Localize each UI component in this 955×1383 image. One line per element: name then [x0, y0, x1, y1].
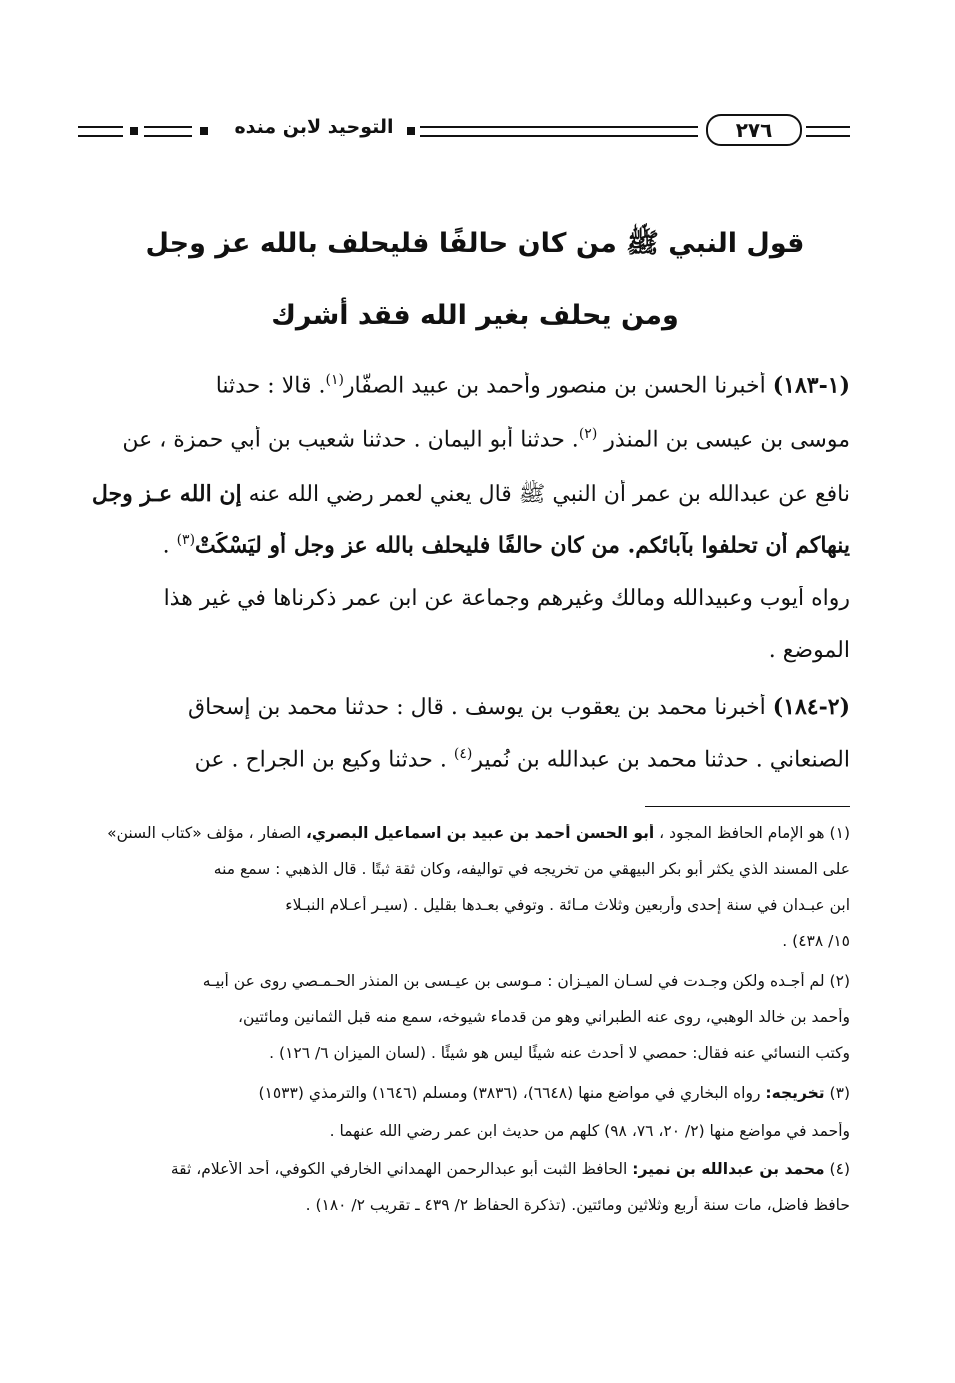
text: الحافظ الثبت أبو عبدالرحمن الهمداني الخارفي الكوفي، أحد الأعلام، ثقة — [170, 1160, 628, 1178]
text-line — [84, 972, 850, 990]
text: نافع عن عبدالله بن عمر أن النبي ﷺ قال يعني لعمر رضي الله عنه — [248, 482, 850, 507]
text-line: رواه أيوب وعبيدالله ومالك وغيرهم وجماعة عن ابن عمر ذكرناها في غير هذا — [163, 586, 850, 611]
text-line — [84, 694, 850, 720]
bold-text: إن الله عـز وجل — [91, 481, 242, 507]
text-line — [84, 746, 850, 772]
text-line: وأحمد بن خالد الوهبي، روى عنه الطبراني وهو من قدماء شيوخه، سمع منه قبل الثمانين ومائتين، — [238, 1008, 850, 1026]
footnote-number: (٣) — [829, 1084, 850, 1102]
text-line: وكتب النسائي عنه فقال: حمصي لا أحدث عنه شيئًا ليس هو شيئًا . (لسان الميزان ٦/ ١٢٦) . — [269, 1044, 850, 1062]
running-header — [78, 108, 850, 152]
text: لم أجـده ولكن وجـدت في لسـان الميـزان : مـوسى بن عيـسى بن المنذر الحـمـصي روى عن أبيـه — [202, 972, 825, 990]
chapter-title-line-2: ومن يحلف بغير الله فقد أشرك — [271, 300, 679, 331]
text-line: الموضع . — [768, 638, 850, 663]
text-line — [84, 532, 850, 558]
text: الصنعاني . حدثنا محمد بن عبدالله بن نُمير — [472, 747, 850, 773]
footnote-number: (٤) — [829, 1160, 850, 1178]
footnote-ref: (١) — [325, 372, 344, 388]
footnote-number: (١) — [829, 824, 850, 842]
text: أخبرنا محمد بن يعقوب بن يوسف . قال : حدثنا محمد بن إسحاق — [188, 695, 766, 720]
text: موسى بن عيسى بن المنذر — [604, 427, 850, 453]
text-line: على المسند الذي يكثر أبو بكر البيهقي من تخريجه في تواليفه، وكان ثقة ثبتًا . قال الذهبي : سمع منه — [213, 860, 850, 878]
hadith-number: (١-١٨٣) — [772, 372, 850, 399]
text-line — [84, 372, 850, 398]
footnote-separator — [645, 806, 850, 807]
text: . قالا : حدثنا — [215, 373, 326, 399]
text-line: حافظ فاضل، مات سنة أربع وثلاثين ومائتين. (تذكرة الحفاظ ٢/ ٤٣٩ ـ تقريب ٢/ ١٨٠) . — [305, 1196, 850, 1214]
text: . حدثنا أبو اليمان . حدثنا شعيب بن أبي حمزة ، عن — [122, 427, 579, 453]
text-line: وأحمد في مواضع منها (٢/ ٢٠، ٧٦، ٩٨) كلهم من حديث ابن عمر رضي الله عنهما . — [329, 1122, 850, 1140]
bold-text: أبو الحسن أحمد بن عبيد بن اسماعيل البصري، — [306, 824, 655, 842]
header-rule — [144, 126, 192, 137]
text-line — [84, 1084, 850, 1102]
book-title: التوحيد لابن منده — [234, 116, 394, 138]
header-square — [130, 127, 138, 135]
page-number: ٢٧٦ — [706, 114, 802, 146]
text-line: ١٥/ ٤٣٨) . — [782, 932, 850, 950]
text-line — [84, 480, 850, 512]
text-line — [84, 1160, 850, 1178]
footnote-ref: (٢) — [578, 426, 598, 442]
header-square — [200, 127, 208, 135]
bold-text: ينهاكم أن تحلفوا بآبائكم. من كان حالفًا فليحلف بالله عز وجل أو ليَسْكُتْ — [195, 532, 850, 559]
footnote-number: (٢) — [829, 972, 850, 990]
bold-text: تخريجه: — [765, 1084, 825, 1102]
bold-text: محمد بن عبدالله بن نمير: — [632, 1160, 825, 1178]
text: أخبرنا الحسن بن منصور وأحمد بن عبيد الصفّار — [343, 373, 766, 399]
text: الصفار ، مؤلف «كتاب السنن» — [107, 824, 302, 842]
footnote-ref: (٤) — [453, 746, 473, 762]
header-rule-left — [78, 126, 123, 137]
header-square — [407, 127, 415, 135]
text: هو الإمام الحافظ المجود ، — [659, 824, 825, 842]
text: رواه البخاري في مواضع منها (٦٦٤٨)، (٣٨٣٦) ومسلم (١٦٤٦) والترمذي (١٥٣٣) — [258, 1084, 761, 1102]
header-rule — [420, 126, 698, 137]
footnote-ref: (٣) — [176, 532, 196, 548]
text: . حدثنا وكيع بن الجراح . عن — [194, 747, 454, 773]
hadith-number: (٢-١٨٤) — [772, 694, 850, 720]
text-line — [84, 426, 850, 452]
header-rule-right — [806, 126, 850, 137]
text: . — [162, 533, 177, 559]
text-line — [84, 824, 850, 842]
text-line: ابن عبـدان في سنة إحدى وأربعين وثلاث مـائة . وتوفي بعـدها بقليل . (سيـر أعـلام النبـلاء — [285, 896, 850, 914]
chapter-title-line-1: قول النبي ﷺ من كان حالفًا فليحلف بالله عز وجل — [145, 228, 805, 259]
